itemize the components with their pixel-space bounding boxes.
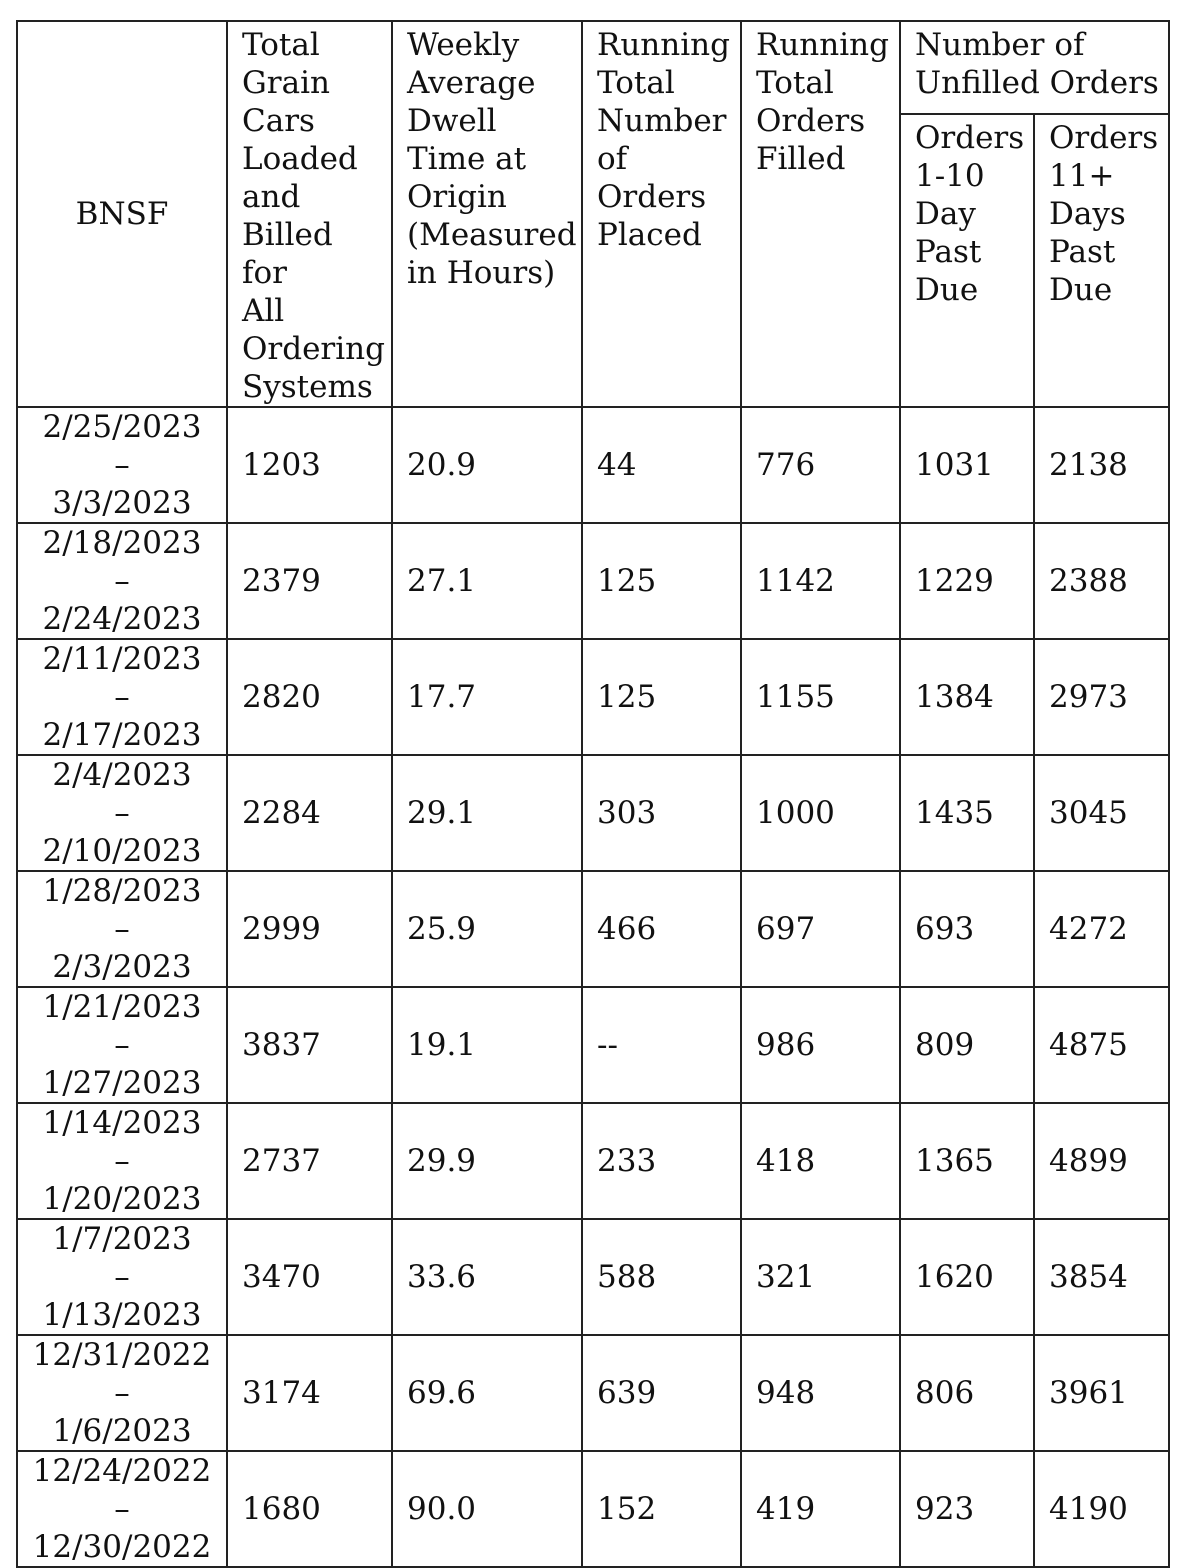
header-cars-loaded <box>227 21 392 407</box>
header-line: Past <box>915 233 982 270</box>
week-end: 2/3/2023 <box>52 949 192 985</box>
cars-loaded-cell: 2820 <box>227 639 392 755</box>
table-row <box>17 871 1169 987</box>
week-sep: – <box>114 1375 130 1411</box>
dwell-time-cell: 69.6 <box>392 1335 582 1451</box>
week-range-cell <box>17 871 227 987</box>
header-line: (Measured <box>407 217 577 253</box>
orders-11-plus-days-cell: 3045 <box>1034 755 1169 871</box>
orders-1-10-days-cell: 693 <box>900 871 1034 987</box>
table-row <box>17 755 1169 871</box>
dwell-time-cell: 90.0 <box>392 1451 582 1567</box>
orders-11-plus-days-cell: 4875 <box>1034 987 1169 1103</box>
header-line: Average <box>407 65 536 101</box>
header-orders-11-plus-days <box>1034 114 1169 407</box>
week-start: 1/14/2023 <box>42 1105 202 1141</box>
week-sep: – <box>114 911 130 947</box>
week-sep: – <box>114 795 130 831</box>
dwell-time-cell: 25.9 <box>392 871 582 987</box>
dwell-time-cell: 27.1 <box>392 523 582 639</box>
week-sep: – <box>114 679 130 715</box>
week-end: 12/30/2022 <box>32 1529 212 1565</box>
table-row <box>17 1335 1169 1451</box>
orders-1-10-days-cell: 1229 <box>900 523 1034 639</box>
orders-placed-cell: 44 <box>582 407 741 523</box>
header-line: Due <box>1049 271 1113 308</box>
table-row <box>17 407 1169 523</box>
orders-filled-cell: 418 <box>741 1103 900 1219</box>
week-start: 1/21/2023 <box>42 989 202 1025</box>
header-line: Cars <box>242 103 315 139</box>
orders-11-plus-days-cell: 4899 <box>1034 1103 1169 1219</box>
header-line: Weekly <box>407 27 520 63</box>
cars-loaded-cell: 3174 <box>227 1335 392 1451</box>
cars-loaded-cell: 3837 <box>227 987 392 1103</box>
cars-loaded-cell: 1680 <box>227 1451 392 1567</box>
header-line: Orders <box>597 179 707 215</box>
dwell-time-cell: 19.1 <box>392 987 582 1103</box>
orders-placed-cell: 466 <box>582 871 741 987</box>
cars-loaded-cell: 2999 <box>227 871 392 987</box>
week-sep: – <box>114 447 130 483</box>
header-line: Number of <box>915 27 1085 63</box>
table-row <box>17 1103 1169 1219</box>
header-line: Running <box>756 27 889 63</box>
week-end: 1/6/2023 <box>52 1413 192 1449</box>
header-line: of <box>597 141 628 177</box>
header-dwell-time <box>392 21 582 407</box>
orders-filled-cell: 1155 <box>741 639 900 755</box>
orders-1-10-days-cell: 806 <box>900 1335 1034 1451</box>
cars-loaded-cell: 2379 <box>227 523 392 639</box>
orders-1-10-days-cell: 1384 <box>900 639 1034 755</box>
table-row <box>17 1451 1169 1567</box>
orders-placed-cell: 152 <box>582 1451 741 1567</box>
orders-placed-cell: -- <box>582 987 741 1103</box>
header-line: Orders <box>756 103 866 139</box>
week-sep: – <box>114 1491 130 1527</box>
orders-1-10-days-cell: 1435 <box>900 755 1034 871</box>
header-line: Total <box>756 65 834 101</box>
header-line: Time at <box>407 141 527 177</box>
week-sep: – <box>114 1143 130 1179</box>
week-range-cell <box>17 1103 227 1219</box>
header-line: Origin <box>407 179 507 215</box>
orders-placed-cell: 125 <box>582 639 741 755</box>
orders-11-plus-days-cell: 2388 <box>1034 523 1169 639</box>
orders-11-plus-days-cell: 3961 <box>1034 1335 1169 1451</box>
orders-filled-cell: 776 <box>741 407 900 523</box>
dwell-time-cell: 33.6 <box>392 1219 582 1335</box>
orders-filled-cell: 1000 <box>741 755 900 871</box>
week-start: 2/11/2023 <box>42 641 202 677</box>
orders-1-10-days-cell: 1031 <box>900 407 1034 523</box>
dwell-time-cell: 29.9 <box>392 1103 582 1219</box>
week-start: 2/18/2023 <box>42 525 202 561</box>
table-row <box>17 523 1169 639</box>
week-end: 3/3/2023 <box>52 485 192 521</box>
dwell-time-cell: 29.1 <box>392 755 582 871</box>
header-line: Day <box>915 195 976 232</box>
table-row <box>17 639 1169 755</box>
header-line: Days <box>1049 195 1126 232</box>
header-line: Billed for <box>242 217 333 291</box>
header-line: Placed <box>597 217 702 253</box>
header-line: Total <box>597 65 675 101</box>
week-sep: – <box>114 563 130 599</box>
week-end: 1/20/2023 <box>42 1181 202 1217</box>
week-sep: – <box>114 1259 130 1295</box>
week-end: 2/24/2023 <box>42 601 202 637</box>
orders-filled-cell: 986 <box>741 987 900 1103</box>
header-line: Number <box>597 103 727 139</box>
orders-filled-cell: 1142 <box>741 523 900 639</box>
header-orders-filled <box>741 21 900 407</box>
week-range-cell <box>17 987 227 1103</box>
week-start: 1/7/2023 <box>52 1221 192 1257</box>
header-line: Orders <box>1049 119 1159 156</box>
header-line: Running <box>597 27 730 63</box>
week-start: 1/28/2023 <box>42 873 202 909</box>
week-start: 12/31/2022 <box>32 1337 212 1373</box>
header-orders-1-10-days <box>900 114 1034 407</box>
week-range-cell <box>17 1335 227 1451</box>
orders-filled-cell: 419 <box>741 1451 900 1567</box>
orders-11-plus-days-cell: 2138 <box>1034 407 1169 523</box>
orders-1-10-days-cell: 1620 <box>900 1219 1034 1335</box>
table-row <box>17 987 1169 1103</box>
week-range-cell <box>17 523 227 639</box>
cars-loaded-cell: 1203 <box>227 407 392 523</box>
week-end: 2/10/2023 <box>42 833 202 869</box>
header-line: Loaded <box>242 141 358 177</box>
header-line: Grain <box>242 65 330 101</box>
week-start: 12/24/2022 <box>32 1453 212 1489</box>
header-line: Unfilled Orders <box>915 65 1159 101</box>
dwell-time-cell: 17.7 <box>392 639 582 755</box>
cars-loaded-cell: 2737 <box>227 1103 392 1219</box>
orders-11-plus-days-cell: 2973 <box>1034 639 1169 755</box>
week-range-cell <box>17 407 227 523</box>
header-line: Filled <box>756 141 846 177</box>
table-row <box>17 1219 1169 1335</box>
header-line: Dwell <box>407 103 497 139</box>
header-orders-placed <box>582 21 741 407</box>
orders-placed-cell: 233 <box>582 1103 741 1219</box>
bnsf-grain-car-table <box>16 20 1170 1568</box>
header-line: Orders <box>915 119 1025 156</box>
orders-11-plus-days-cell: 4190 <box>1034 1451 1169 1567</box>
cars-loaded-cell: 2284 <box>227 755 392 871</box>
orders-1-10-days-cell: 1365 <box>900 1103 1034 1219</box>
week-range-cell <box>17 639 227 755</box>
header-line: Ordering <box>242 331 385 367</box>
header-line: in Hours) <box>407 255 556 291</box>
week-sep: – <box>114 1027 130 1063</box>
orders-placed-cell: 303 <box>582 755 741 871</box>
dwell-time-cell: 20.9 <box>392 407 582 523</box>
week-end: 1/13/2023 <box>42 1297 202 1333</box>
orders-1-10-days-cell: 809 <box>900 987 1034 1103</box>
header-row-top <box>17 21 1169 114</box>
week-range-cell <box>17 755 227 871</box>
header-line: Past <box>1049 233 1116 270</box>
orders-placed-cell: 125 <box>582 523 741 639</box>
header-line: 1-10 <box>915 157 985 194</box>
orders-placed-cell: 588 <box>582 1219 741 1335</box>
header-unfilled-orders <box>900 21 1169 114</box>
orders-11-plus-days-cell: 4272 <box>1034 871 1169 987</box>
cars-loaded-cell: 3470 <box>227 1219 392 1335</box>
header-line: Systems <box>242 369 373 405</box>
header-line: Due <box>915 271 979 308</box>
orders-1-10-days-cell: 923 <box>900 1451 1034 1567</box>
header-line: All <box>242 293 285 329</box>
orders-filled-cell: 321 <box>741 1219 900 1335</box>
orders-11-plus-days-cell: 3854 <box>1034 1219 1169 1335</box>
week-end: 1/27/2023 <box>42 1065 202 1101</box>
orders-placed-cell: 639 <box>582 1335 741 1451</box>
header-line: and <box>242 179 301 215</box>
header-bnsf: BNSF <box>17 21 227 407</box>
week-end: 2/17/2023 <box>42 717 202 753</box>
week-range-cell <box>17 1451 227 1567</box>
orders-filled-cell: 697 <box>741 871 900 987</box>
week-start: 2/4/2023 <box>52 757 192 793</box>
week-start: 2/25/2023 <box>42 409 202 445</box>
orders-filled-cell: 948 <box>741 1335 900 1451</box>
week-range-cell <box>17 1219 227 1335</box>
header-line: Total <box>242 27 320 63</box>
header-line: 11+ <box>1049 157 1115 194</box>
